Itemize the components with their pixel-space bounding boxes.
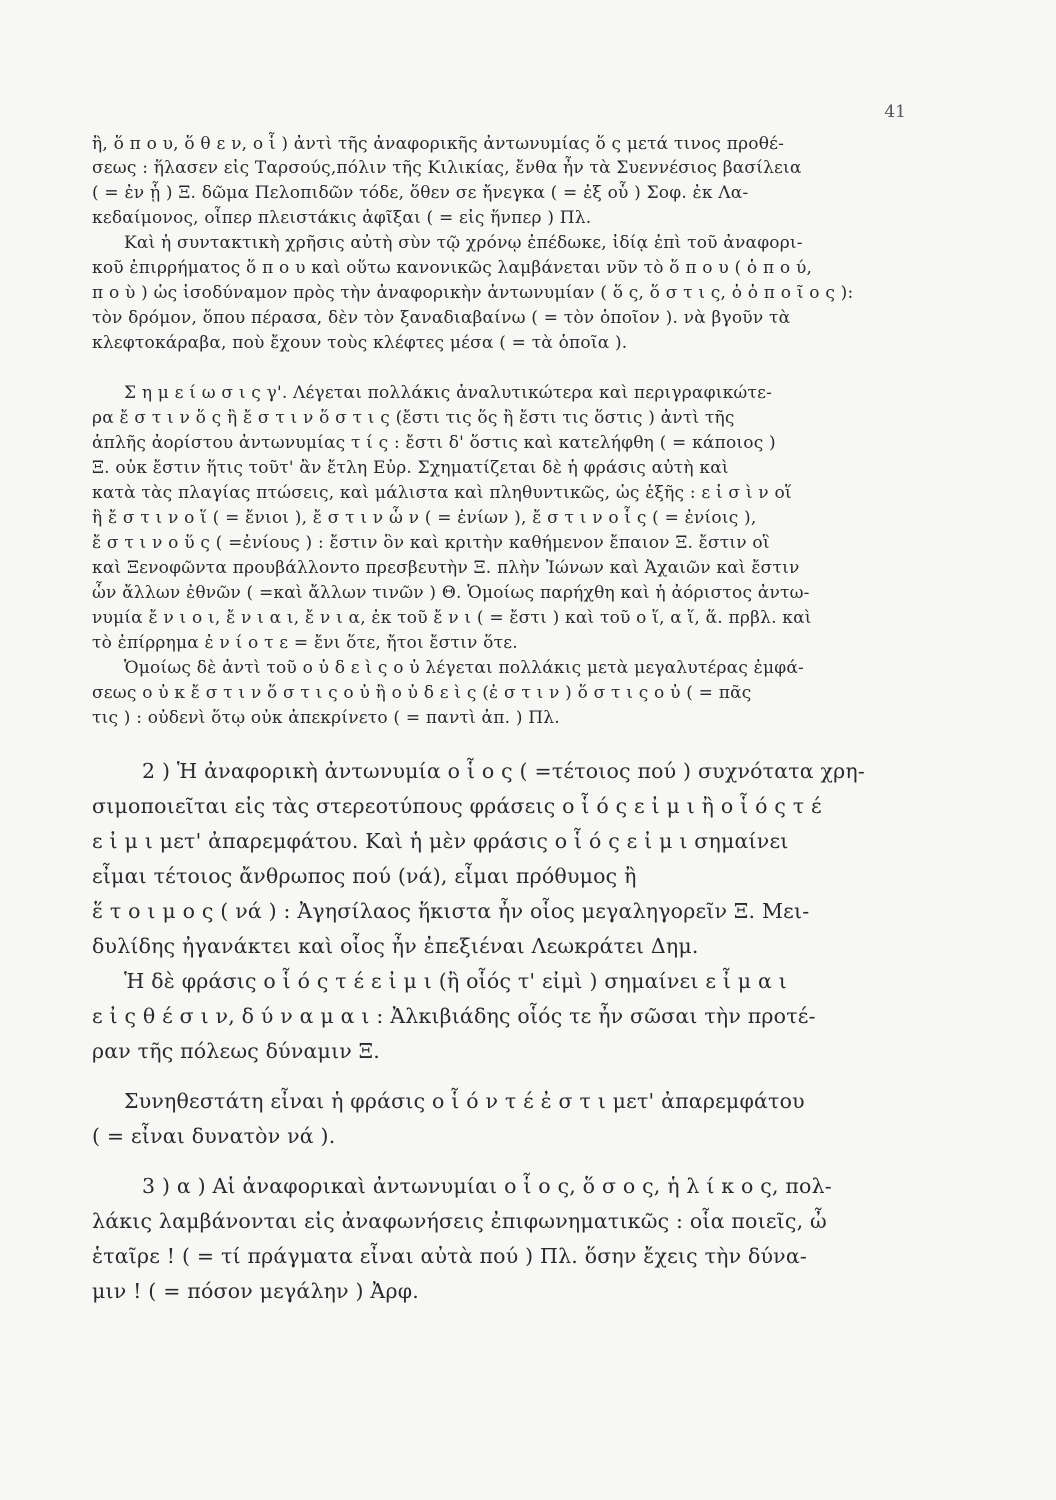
page-number: 41: [884, 102, 906, 122]
text-line: τις ) : οὐδενὶ ὅτῳ οὐκ ἀπεκρίνετο ( = παντὶ ἀπ. ) Πλ.: [92, 708, 560, 728]
text-line: Καὶ ἡ συντακτικὴ χρῆσις αὐτὴ σὺν τῷ χρόνῳ ἐπέδωκε, ἰδίᾳ ἐπὶ τοῦ ἀναφορι-: [124, 233, 803, 253]
text-line: ἑταῖρε ! ( = τί πράγματα εἶναι αὐτὰ πού ) Πλ. ὅσην ἔχεις τὴν δύνα-: [92, 1244, 808, 1268]
text-line: ἁπλῆς ἀορίστου ἀντωνυμίας τ ί ς : ἔστι δ' ὅστις καὶ κατελήφθη ( = κάποιος ): [92, 433, 776, 453]
text-line: λάκις λαμβάνονται εἰς ἀναφωνήσεις ἐπιφωνηματικῶς : οἷα ποιεῖς, ὦ: [92, 1209, 827, 1233]
text-line: τὸν δρόμον, ὅπου πέρασα, δὲν τὸν ξαναδιαβαίνω ( = τὸν ὁποῖον ). νὰ βγοῦν τὰ: [92, 308, 791, 328]
text-line: νυμία ἔ ν ι ο ι, ἔ ν ι α ι, ἔ ν ι α, ἐκ τοῦ ἔ ν ι ( = ἔστι ) καὶ τοῦ ο ἵ, α ἵ, ἅ. πρβλ. καὶ: [92, 608, 812, 628]
text-line: ἢ, ὅ π ο υ, ὅ θ ε ν, ο ἷ ) ἀντὶ τῆς ἀναφορικῆς ἀντωνυμίας ὅ ς μετά τινος προθέ-: [92, 134, 785, 154]
text-line: ἔ σ τ ι ν ο ὕ ς ( =ἐνίους ) : ἔστιν ὃν καὶ κριτὴν καθήμενον ἔπαιον Ξ. ἔστιν οἳ: [92, 533, 770, 553]
text-line: κλεφτοκάραβα, ποὺ ἔχουν τοὺς κλέφτες μέσα ( = τὰ ὁποῖα ).: [92, 333, 628, 353]
text-line: μιν ! ( = πόσον μεγάλην ) Ἀρφ.: [92, 1279, 419, 1303]
text-line: ὧν ἄλλων ἐθνῶν ( =καὶ ἄλλων τινῶν ) Θ. Ὁμοίως παρήχθη καὶ ἡ ἀόριστος ἀντω-: [92, 583, 810, 603]
text-line: ἕ τ ο ι μ ο ς ( νά ) : Ἀγησίλαος ἥκιστα ἦν οἷος μεγαληγορεῖν Ξ. Μει-: [92, 899, 810, 923]
text-line: Σ η μ ε ί ω σ ι ς γ'. Λέγεται πολλάκις ἀναλυτικώτερα καὶ περιγραφικώτε-: [124, 383, 773, 403]
text-line: σεως ο ὐ κ ἔ σ τ ι ν ὅ σ τ ι ς ο ὐ ἢ ο ὐ δ ε ὶ ς (ἐ σ τ ι ν ) ὅ σ τ ι ς ο ὐ ( = πᾶς: [92, 683, 752, 703]
text-line: εἶμαι τέτοιος ἄνθρωπος πού (νά), εἶμαι πρόθυμος ἢ: [92, 864, 637, 888]
text-line: κεδαίμονος, οἶπερ πλειστάκις ἀφῖξαι ( = εἰς ἥνπερ ) Πλ.: [92, 208, 592, 228]
text-line: Ὁμοίως δὲ ἀντὶ τοῦ ο ὐ δ ε ὶ ς ο ὐ λέγεται πολλάκις μετὰ μεγαλυτέρας ἐμφά-: [124, 658, 804, 678]
text-line: ρα ἔ σ τ ι ν ὅ ς ἢ ἔ σ τ ι ν ὅ σ τ ι ς (ἔστι τις ὅς ἢ ἔστι τις ὅστις ) ἀντὶ τῆς: [92, 408, 735, 428]
text-line: τὸ ἐπίρρημα ἐ ν ί ο τ ε = ἔνι ὅτε, ἤτοι ἔστιν ὅτε.: [92, 633, 518, 653]
text-line: Ἡ δὲ φράσις ο ἷ ό ς τ έ ε ἰ μ ι (ἢ οἷός τ' εἰμὶ ) σημαίνει ε ἶ μ α ι: [124, 969, 788, 993]
text-line: καὶ Ξενοφῶντα προυβάλλοντο πρεσβευτὴν Ξ. πλὴν Ἰώνων καὶ Ἀχαιῶν καὶ ἔστιν: [92, 558, 800, 578]
text-line: ( = εἶναι δυνατὸν νά ).: [92, 1124, 336, 1148]
text-line: κοῦ ἐπιρρήματος ὅ π ο υ καὶ οὕτω κανονικῶς λαμβάνεται νῦν τὸ ὅ π ο υ ( ὁ π ο ύ,: [92, 258, 813, 278]
text-line: ραν τῆς πόλεως δύναμιν Ξ.: [92, 1039, 381, 1063]
text-line: ( = ἐν ᾗ ) Ξ. δῶμα Πελοπιδῶν τόδε, ὅθεν σε ἤνεγκα ( = ἐξ οὗ ) Σοφ. ἐκ Λα-: [92, 183, 749, 203]
text-line: Ξ. οὐκ ἔστιν ἥτις τοῦτ' ἂν ἔτλη Εὐρ. Σχηματίζεται δὲ ἡ φράσις αὐτὴ καὶ: [92, 458, 729, 478]
text-line: ε ἰ μ ι μετ' ἀπαρεμφάτου. Καὶ ἡ μὲν φράσις ο ἷ ό ς ε ἰ μ ι σημαίνει: [92, 829, 789, 853]
text-line: δυλίδης ἠγανάκτει καὶ οἷος ἦν ἐπεξιέναι Λεωκράτει Δημ.: [92, 934, 699, 958]
text-line: Συνηθεστάτη εἶναι ἡ φράσις ο ἷ ό ν τ έ ἐ σ τ ι μετ' ἀπαρεμφάτου: [124, 1089, 805, 1113]
text-line: σεως : ἥλασεν εἰς Ταρσούς,πόλιν τῆς Κιλικίας, ἔνθα ἦν τὰ Συεννέσιος βασίλεια: [92, 158, 802, 178]
text-line: ε ἰ ς θ έ σ ι ν, δ ύ ν α μ α ι : Ἀλκιβιάδης οἷός τε ἦν σῶσαι τὴν προτέ-: [92, 1004, 816, 1028]
text-line: κατὰ τὰς πλαγίας πτώσεις, καὶ μάλιστα καὶ πληθυντικῶς, ὡς ἑξῆς : ε ἰ σ ὶ ν οἵ: [92, 483, 792, 503]
text-line: 2 ) Ἡ ἀναφορικὴ ἀντωνυμία ο ἷ ο ς ( =τέτοιος πού ) συχνότατα χρη-: [142, 759, 866, 783]
text-line: 3 ) α ) Αἱ ἀναφορικαὶ ἀντωνυμίαι ο ἷ ο ς, ὅ σ ο ς, ἡ λ ί κ ο ς, πολ-: [142, 1174, 832, 1198]
text-line: π ο ὺ ) ὡς ἰσοδύναμον πρὸς τὴν ἀναφορικὴν ἀντωνυμίαν ( ὅ ς, ὅ σ τ ι ς, ὁ ὁ π ο ῖ ο ς ):: [92, 283, 854, 303]
text-line: σιμοποιεῖται εἰς τὰς στερεοτύπους φράσεις ο ἷ ό ς ε ἰ μ ι ἢ ο ἷ ό ς τ έ: [92, 794, 822, 818]
text-line: ἢ ἔ σ τ ι ν ο ἵ ( = ἔνιοι ), ἔ σ τ ι ν ὧ ν ( = ἐνίων ), ἔ σ τ ι ν ο ἷ ς ( = ἐνίοις ),: [92, 508, 757, 528]
